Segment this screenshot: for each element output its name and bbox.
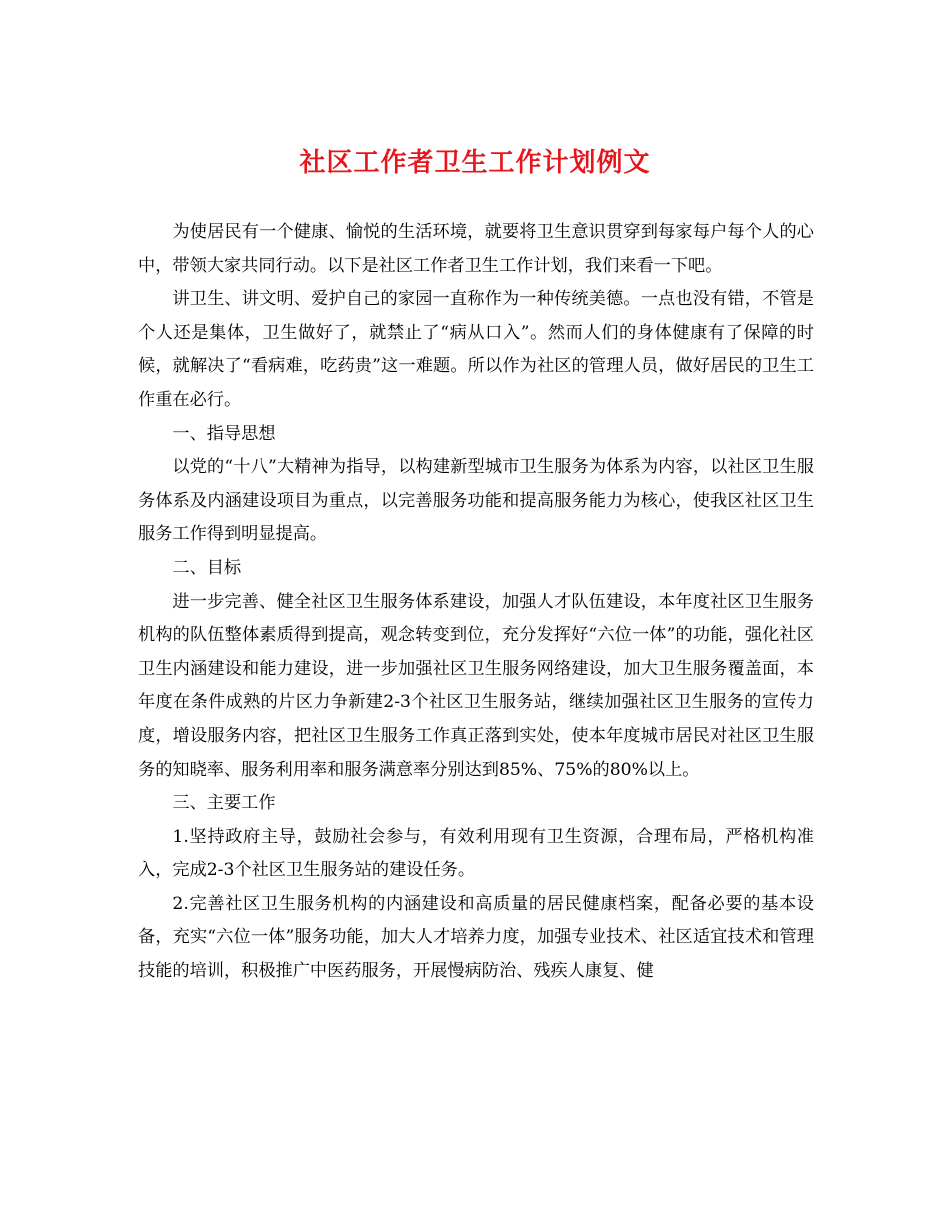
main-work-item-2: 2.完善社区卫生服务机构的内涵建设和高质量的居民健康档案，配备必要的基本设备，充实“六位一体”服务功能，加大人才培养力度，加强专业技术、社区适宜技术和管理技能的培训，积极推广中医药服务，开展慢病防治、残疾人康复、健 xyxy=(138,893,814,982)
section-heading-goals: 二、目标 xyxy=(172,557,242,578)
goals-paragraph: 进一步完善、健全社区卫生服务体系建设，加强人才队伍建设，本年度社区卫生服务机构的队伍整体素质得到提高，观念转变到位，充分发挥好“六位一体”的功能，强化社区卫生内涵建设和能力建设，进一步加强社区卫生服务网络建设，加大卫生服务覆盖面，本年度在条件成熟的片区力争新建2-3个社区卫生服务站，继续加强社区卫生服务的宣传力度，增设服务内容，把社区卫生服务工作真正落到实处，使本年度城市居民对社区卫生服务的知晓率、服务利用率和服务满意率分别达到85%、75%的80%以上。 xyxy=(138,591,814,780)
document-body xyxy=(138,216,814,989)
section-heading-guiding-thought: 一、指导思想 xyxy=(172,423,276,444)
guiding-thought-paragraph: 以党的“十八”大精神为指导，以构建新型城市卫生服务为体系为内容，以社区卫生服务体系及内涵建设项目为重点，以完善服务功能和提高服务能力为核心，使我区社区卫生服务工作得到明显提高。 xyxy=(138,457,814,545)
intro-paragraph: 为使居民有一个健康、愉悦的生活环境，就要将卫生意识贯穿到每家每户每个人的心中，带领大家共同行动。以下是社区工作者卫生工作计划，我们来看一下吧。 xyxy=(138,222,814,276)
section-heading-main-work: 三、主要工作 xyxy=(172,793,276,814)
main-work-item-1: 1.坚持政府主导，鼓励社会参与，有效利用现有卫生资源，合理布局，严格机构准入，完成2-3个社区卫生服务站的建设任务。 xyxy=(138,826,814,881)
document-title: 社区工作者卫生工作计划例文 xyxy=(299,148,651,178)
background-paragraph: 讲卫生、讲文明、爱护自己的家园一直称作为一种传统美德。一点也没有错，不管是个人还是集体，卫生做好了，就禁止了“病从口入”。然而人们的身体健康有了保障的时候，就解决了“看病难，吃药贵”这一难题。所以作为社区的管理人员，做好居民的卫生工作重在必行。 xyxy=(138,289,814,410)
